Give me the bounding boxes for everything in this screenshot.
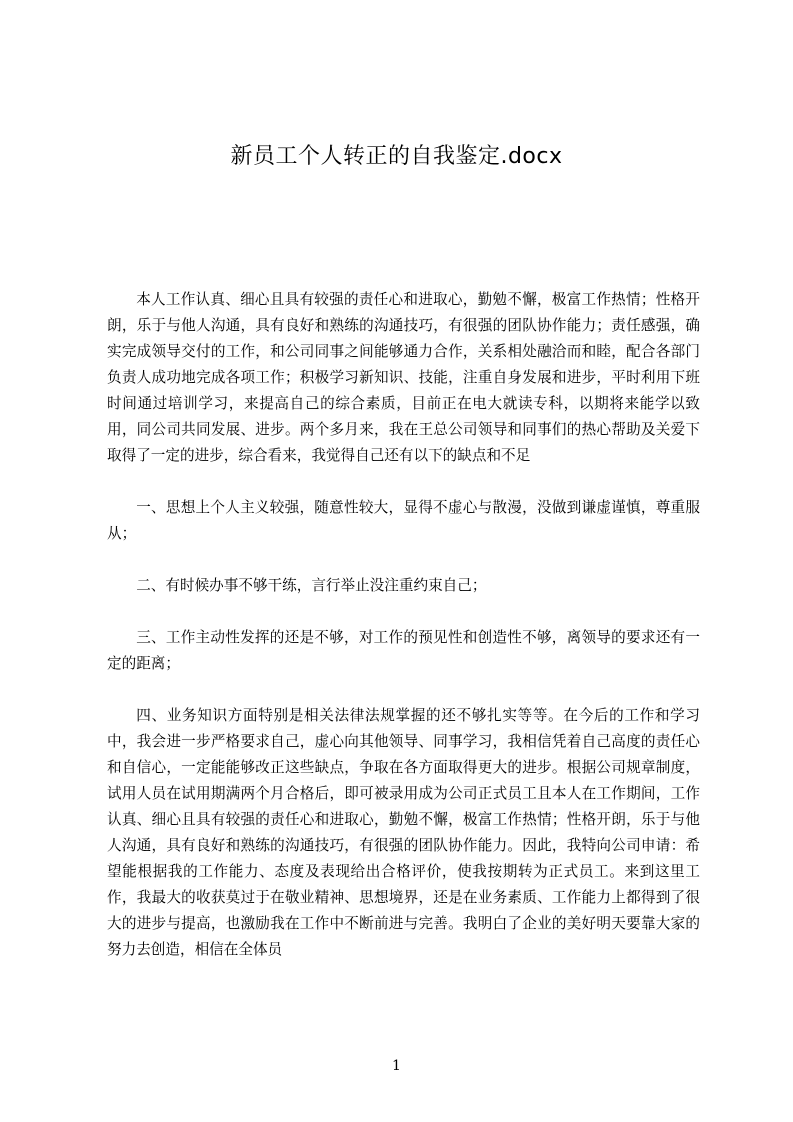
paragraph-intro: 本人工作认真、细心且具有较强的责任心和进取心，勤勉不懈，极富工作热情；性格开朗，乐于与他人沟通，具有良好和熟练的沟通技巧，有很强的团队协作能力；责任感强，确实完成领导交付的工作，和公司同事之间能够通力合作，关系相处融洽而和睦，配合各部门负责人成功地完成各项工作；积极学习新知识、技能，注重自身发展和进步，平时利用下班时间通过培训学习，来提高自己的综合素质，目前正在电大就读专科，以期将来能学以致用，同公司共同发展、进步。两个多月来，我在王总公司领导和同事们的热心帮助及关爱下取得了一定的进步，综合看来，我觉得自己还有以下的缺点和不足 [107,291,700,464]
paragraph-point-2: 二、有时候办事不够干练，言行举止没注重约束自己； [136,577,487,594]
document-title: 新员工个人转正的自我鉴定.docx [230,144,563,169]
paragraph-point-3: 三、工作主动性发挥的还是不够，对工作的预见性和创造性不够，离领导的要求还有一定的距离； [107,629,700,672]
document-body [107,287,700,963]
paragraph-point-1: 一、思想上个人主义较强，随意性较大，显得不虚心与散漫，没做到谦虚谨慎，尊重服从； [107,499,700,542]
page-number: 1 [392,1058,401,1074]
paragraph-point-4: 四、业务知识方面特别是相关法律法规掌握的还不够扎实等等。在今后的工作和学习中，我会进一步严格要求自己，虚心向其他领导、同事学习，我相信凭着自己高度的责任心和自信心，一定能能够改正这些缺点，争取在各方面取得更大的进步。根据公司规章制度，试用人员在试用期满两个月合格后，即可被录用成为公司正式员工且本人在工作期间，工作认真、细心且具有较强的责任心和进取心，勤勉不懈，极富工作热情；性格开朗，乐于与他人沟通，具有良好和熟练的沟通技巧，有很强的团队协作能力。因此，我特向公司申请：希望能根据我的工作能力、态度及表现给出合格评价，使我按期转为正式员工。来到这里工作，我最大的收获莫过于在敬业精神、思想境界，还是在业务素质、工作能力上都得到了很大的进步与提高，也激励我在工作中不断前进与完善。我明白了企业的美好明天要靠大家的努力去创造，相信在全体员 [107,707,700,958]
